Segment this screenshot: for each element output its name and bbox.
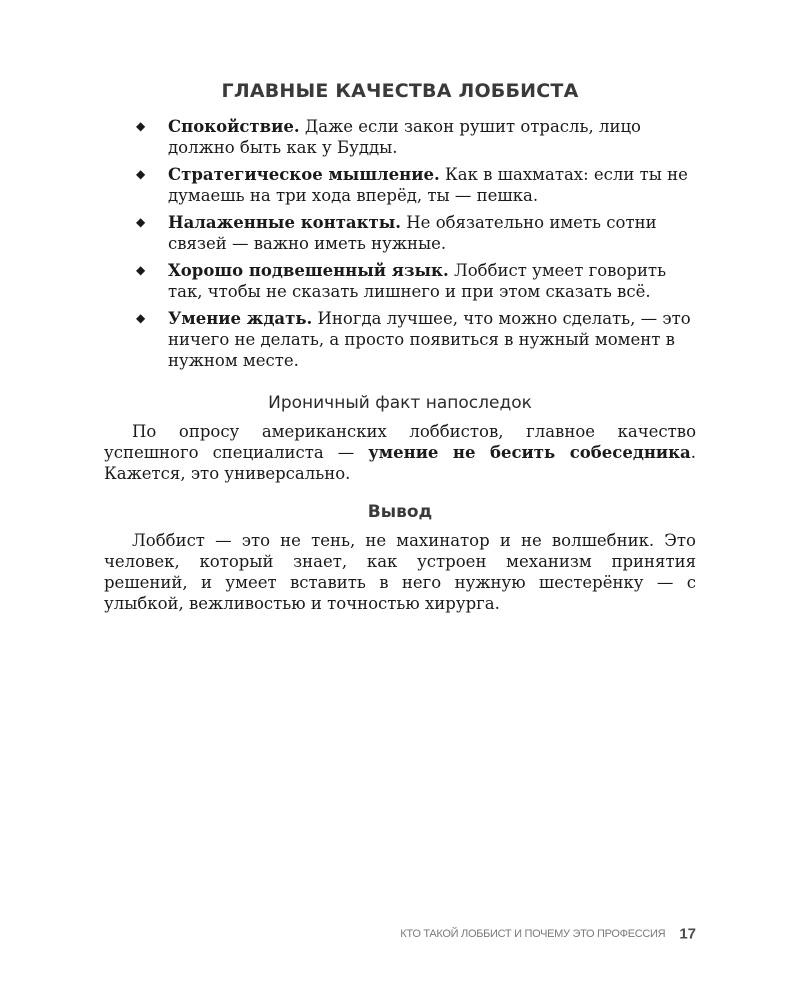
page-body: [104, 78, 696, 630]
qualities-list: [104, 116, 696, 371]
conclusion-paragraph: Лоббист — это не тень, не махинатор и не волшебник. Это человек, который знает, как устроен механизм принятия решений, и умеет вставить в него нужную шестерёнку — с улыбкой, вежливостью и точностью хирурга.: [104, 531, 696, 613]
list-item-text: Иногда лучшее, что можно сделать, — это ничего не делать, а просто появиться в нужный момент в нужном месте.: [168, 309, 691, 370]
list-item-text: Лоббист умеет говорить так, чтобы не сказать лишнего и при этом сказать всё.: [168, 261, 667, 301]
fact-paragraph: [104, 421, 696, 484]
list-item-text: Как в шахматах: если ты не думаешь на три хода вперёд, ты — пешка.: [168, 165, 688, 205]
list-item: [104, 212, 696, 254]
list-item-term: Налаженные контакты.: [168, 213, 402, 232]
fact-emphasis: умение не бесить собеседника: [368, 443, 691, 462]
list-item-term: Хорошо подвешенный язык.: [168, 261, 449, 280]
list-item: [104, 116, 696, 158]
diamond-bullet-icon: ◆: [136, 263, 146, 277]
list-item-text: Не обязательно иметь сотни связей — важно иметь нужные.: [168, 213, 657, 253]
diamond-bullet-icon: ◆: [136, 119, 146, 133]
list-item-term: Спокойствие.: [168, 117, 300, 136]
fact-text-before: По опросу американских лоббистов, главное качество успешного специалиста —: [104, 422, 696, 462]
page-number: 17: [679, 925, 696, 943]
list-item: [104, 260, 696, 302]
fact-heading: Ироничный факт напоследок: [268, 393, 532, 413]
fact-text-after: . Кажется, это универсально.: [104, 443, 696, 483]
section-heading: ГЛАВНЫЕ КАЧЕСТВА ЛОББИСТА: [221, 80, 579, 102]
diamond-bullet-icon: ◆: [136, 167, 146, 181]
list-item: [104, 164, 696, 206]
running-head: КТО ТАКОЙ ЛОББИСТ И ПОЧЕМУ ЭТО ПРОФЕССИЯ: [400, 927, 666, 940]
list-item-text: Даже если закон рушит отрасль, лицо должно быть как у Будды.: [168, 117, 641, 157]
list-item: [104, 308, 696, 371]
list-item-term: Умение ждать.: [168, 309, 313, 328]
page-footer: [104, 925, 696, 943]
conclusion-heading: Вывод: [367, 502, 433, 522]
diamond-bullet-icon: ◆: [136, 311, 146, 325]
list-item-term: Стратегическое мышление.: [168, 165, 440, 184]
diamond-bullet-icon: ◆: [136, 215, 146, 229]
